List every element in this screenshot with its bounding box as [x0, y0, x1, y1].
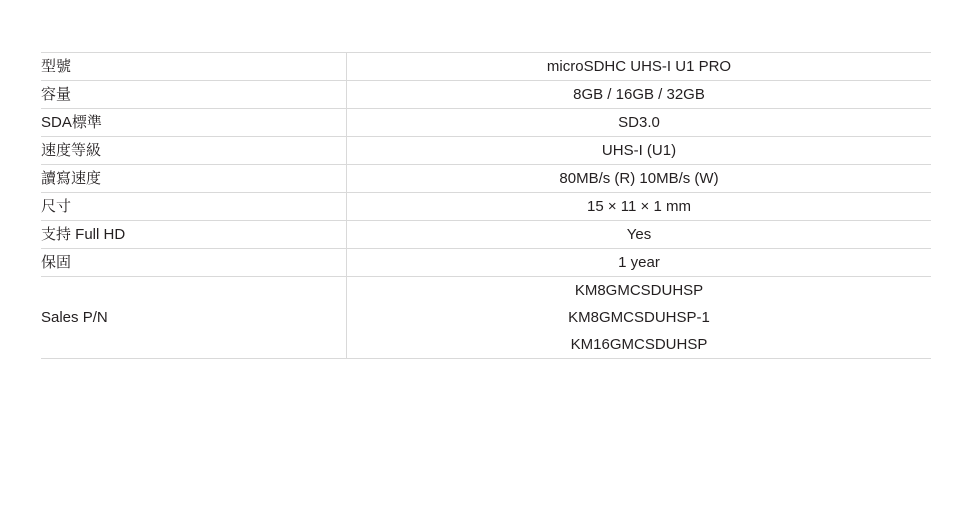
table-row [41, 249, 931, 277]
spec-value [347, 165, 932, 193]
table-row [41, 137, 931, 165]
spec-label: 速度等級 [41, 137, 347, 165]
spec-value [347, 137, 932, 165]
table-row [41, 193, 931, 221]
spec-value [347, 221, 932, 249]
specification-table-body [41, 53, 931, 359]
spec-value [347, 249, 932, 277]
table-row [41, 165, 931, 193]
spec-value [347, 109, 932, 137]
spec-label: SDA標準 [41, 109, 347, 137]
spec-label: 保固 [41, 249, 347, 277]
spec-value-line: Yes [626, 226, 652, 243]
spec-value-line: KM8GMCSDUHSP [574, 282, 704, 299]
spec-value-line: UHS-I (U1) [601, 142, 677, 159]
specification-table [41, 52, 931, 359]
spec-label: 型號 [41, 53, 347, 81]
spec-value [347, 81, 932, 109]
spec-value-line: 80MB/s (R) 10MB/s (W) [559, 170, 719, 187]
spec-value-line: 1 year [618, 254, 660, 271]
spec-label: 尺寸 [41, 193, 347, 221]
spec-value-line: KM16GMCSDUHSP [570, 336, 708, 353]
spec-value-line: KM8GMCSDUHSP-1 [568, 309, 710, 326]
spec-value [347, 193, 932, 221]
spec-value [347, 277, 932, 359]
spec-value-line: 15 × 11 × 1 mm [587, 198, 691, 215]
table-row [41, 81, 931, 109]
spec-label: 支持 Full HD [41, 221, 347, 249]
table-row [41, 109, 931, 137]
table-row [41, 277, 931, 359]
specification-table-container [41, 52, 931, 359]
spec-label: 容量 [41, 81, 347, 109]
spec-value-line: 8GB / 16GB / 32GB [573, 86, 705, 103]
spec-value-line: microSDHC UHS-I U1 PRO [546, 58, 732, 75]
spec-label: 讀寫速度 [41, 165, 347, 193]
spec-value [347, 53, 932, 81]
spec-value-line: SD3.0 [618, 114, 660, 131]
table-row [41, 221, 931, 249]
table-row [41, 53, 931, 81]
spec-label: Sales P/N [41, 277, 347, 359]
